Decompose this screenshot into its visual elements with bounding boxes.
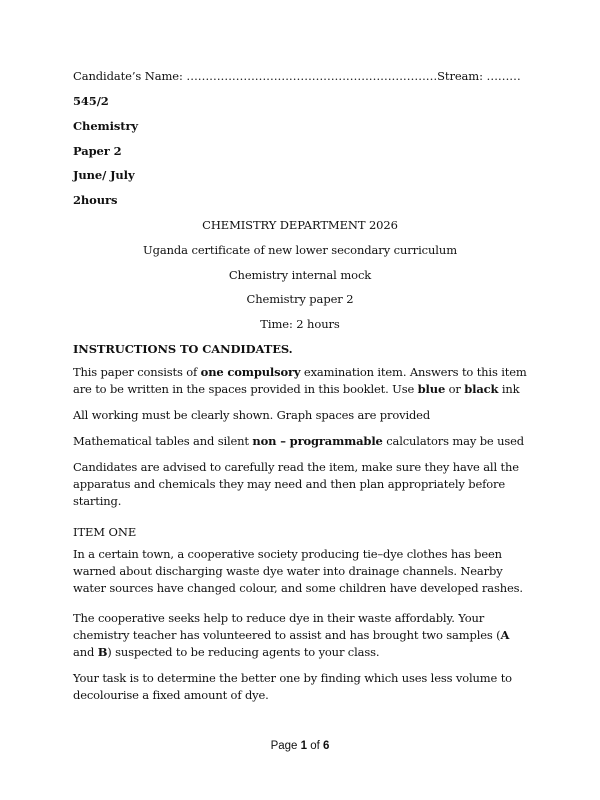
footer-total-pages: 6	[323, 740, 330, 752]
instructions-heading: INSTRUCTIONS TO CANDIDATES.	[73, 342, 293, 356]
item-paragraph-1: In a certain town, a cooperative society producing tie–dye clothes has been warned about discharging waste dye water into drainage channels. Nearby water sources have changed colour, and some children have developed rashes.	[73, 547, 523, 595]
bold-segment: blue	[417, 382, 446, 396]
stream-dots: ………	[486, 69, 521, 83]
bold-segment: B	[97, 645, 108, 659]
instruction-paragraph-3	[73, 433, 529, 450]
item-paragraph-3: Your task is to determine the better one by finding which uses less volume to decolourise a fixed amount of dye.	[73, 671, 512, 702]
instruction-paragraph-2: All working must be clearly shown. Graph spaces are provided	[73, 408, 431, 422]
candidate-name-label: Candidate’s Name:	[73, 69, 183, 83]
instruction-paragraph-1	[73, 364, 529, 398]
text-segment: and	[73, 645, 98, 659]
mock-title: Chemistry internal mock	[228, 268, 372, 282]
stream-label: Stream:	[437, 69, 483, 83]
candidate-name-dots: …………………………………………………………	[186, 69, 438, 83]
page-footer	[0, 740, 600, 752]
text-segment: ink	[498, 382, 520, 396]
paper-number: Paper 2	[73, 144, 122, 158]
department-title: CHEMISTRY DEPARTMENT 2026	[202, 218, 398, 232]
exam-duration: 2hours	[73, 193, 118, 207]
item-paragraph-2	[73, 610, 529, 661]
bold-segment: one compulsory	[200, 365, 301, 379]
text-segment: This paper consists of	[73, 365, 201, 379]
paper-title: Chemistry paper 2	[246, 292, 354, 306]
subject-name: Chemistry	[73, 119, 138, 133]
text-segment: calculators may be used	[382, 434, 524, 448]
paper-code: 545/2	[73, 94, 109, 108]
text-segment: or	[445, 382, 465, 396]
candidate-line	[73, 69, 521, 84]
text-segment: Mathematical tables and silent	[73, 434, 253, 448]
exam-session: June/ July	[73, 168, 135, 182]
footer-current-page: 1	[300, 740, 308, 752]
footer-text: Page	[270, 740, 301, 752]
text-segment: The cooperative seeks help to reduce dye in their waste affordably. Your chemistry teacher has volunteered to assist and has brought two samples (	[73, 611, 501, 642]
footer-text: of	[307, 740, 324, 752]
bold-segment: black	[464, 382, 499, 396]
time-title: Time: 2 hours	[260, 317, 340, 331]
curriculum-title: Uganda certificate of new lower secondary curriculum	[143, 243, 457, 257]
instruction-paragraph-4: Candidates are advised to carefully read the item, make sure they have all the apparatus and chemicals they may need and then plan appropriately before starting.	[73, 460, 519, 508]
bold-segment: A	[500, 628, 510, 642]
text-segment: examination item. Answers to this item are to be written in the spaces provided in this booklet. Use	[73, 365, 527, 396]
text-segment: ) suspected to be reducing agents to your class.	[107, 645, 380, 659]
bold-segment: non – programmable	[252, 434, 383, 448]
item-heading: ITEM ONE	[73, 525, 137, 539]
